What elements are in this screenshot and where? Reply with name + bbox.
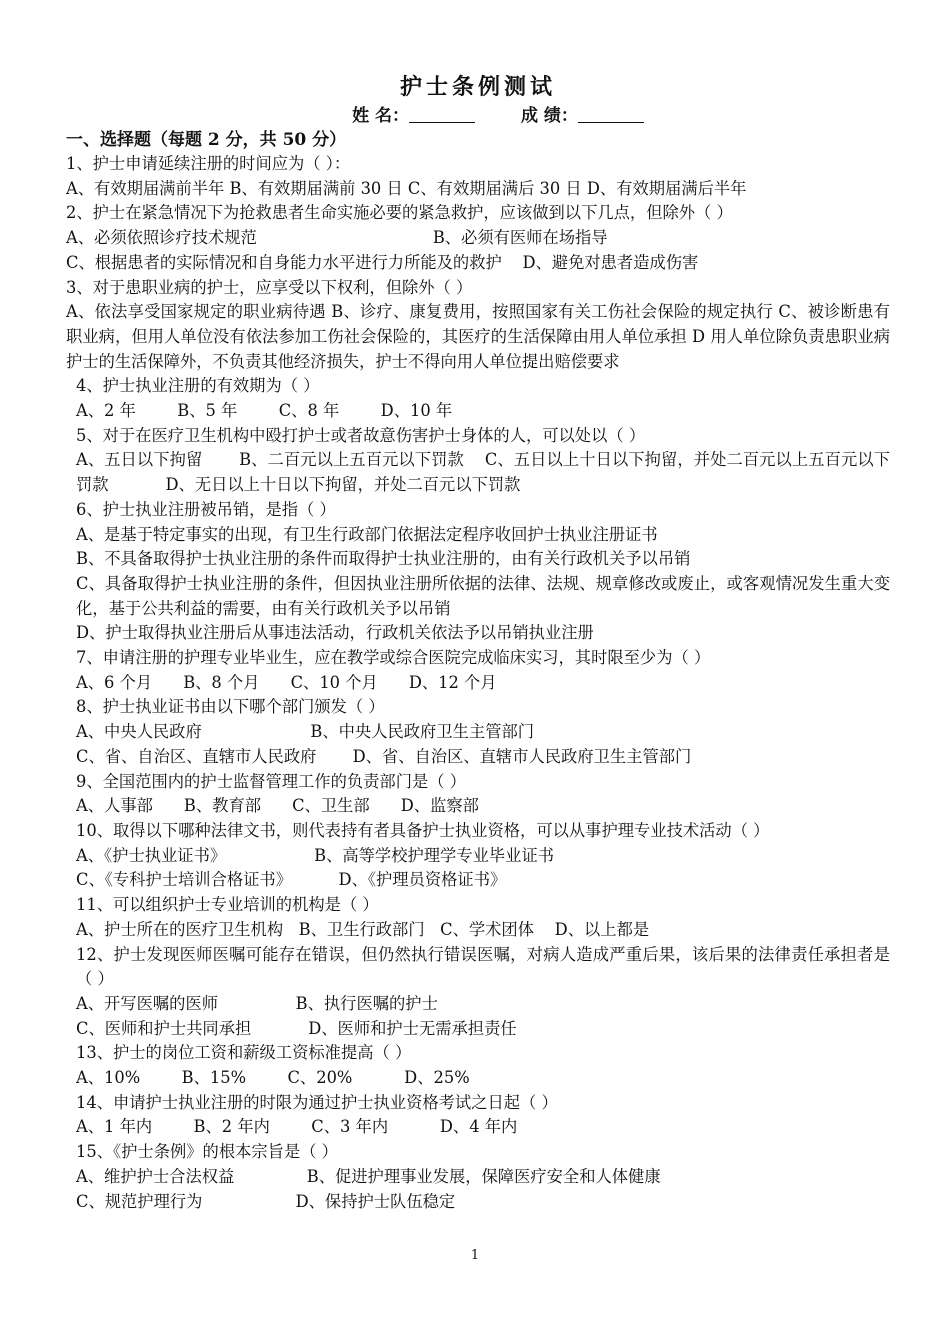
option-line: A、有效期届满前半年 B、有效期届满前 30 日 C、有效期届满后 30 日 D、有效期届满后半年	[66, 178, 747, 198]
option-line: A、是基于特定事实的出现，有卫生行政部门依据法定程序收回护士执业注册证书	[76, 524, 658, 544]
question-line: 7、申请注册的护理专业毕业生，应在教学或综合医院完成临床实习，其时限至少为（ ）	[76, 648, 711, 668]
option-line: C、具备取得护士执业注册的条件，但因执业注册所依据的法律、法规、规章修改或废止，或客观情况发生重大变化，基于公共利益的需要，由有关行政机关予以吊销	[76, 573, 890, 618]
question-line: 10、取得以下哪种法律文书，则代表持有者具备护士执业资格，可以从事护理专业技术活动（ ）	[76, 820, 770, 840]
question-line: 12、护士发现医师医嘱可能存在错误，但仍然执行错误医嘱，对病人造成严重后果，该后果的法律责任承担者是（ ）	[76, 944, 890, 989]
option-line: A、开写医嘱的医师 B、执行医嘱的护士	[76, 993, 438, 1013]
option-line: A、1 年内 B、2 年内 C、3 年内 D、4 年内	[76, 1117, 518, 1137]
question-line: 5、对于在医疗卫生机构中殴打护士或者故意伤害护士身体的人，可以处以（ ）	[76, 425, 646, 445]
option-line: A、2 年 B、5 年 C、8 年 D、10 年	[76, 401, 453, 421]
option-line: C、规范护理行为 D、保持护士队伍稳定	[76, 1191, 456, 1211]
question-line: 11、可以组织护士专业培训的机构是（ ）	[76, 895, 379, 915]
option-line: C、《专科护士培训合格证书》 D、《护理员资格证书》	[76, 870, 507, 890]
question-line: 4、护士执业注册的有效期为（ ）	[76, 376, 320, 396]
name-label: 姓 名：	[352, 106, 410, 126]
option-line: A、《护士执业证书》 B、高等学校护理学专业毕业证书	[76, 845, 555, 865]
question-line: 15、《护士条例》的根本宗旨是（ ）	[76, 1142, 338, 1162]
option-line: A、6 个月 B、8 个月 C、10 个月 D、12 个月	[76, 672, 497, 692]
option-line: A、10% B、15% C、20% D、25%	[76, 1068, 470, 1088]
question-line: 1、护士申请延续注册的时间应为（ ）：	[66, 154, 351, 173]
option-line: A、护士所在的医疗卫生机构 B、卫生行政部门 C、学术团体 D、以上都是	[76, 919, 650, 939]
question-line: 13、护士的岗位工资和薪级工资标准提高（ ）	[76, 1043, 412, 1063]
option-line: A、必须依照诊疗技术规范 B、必须有医师在场指导	[66, 228, 608, 248]
question-line: 3、对于患职业病的护士，应享受以下权利，但除外（ ）	[66, 277, 473, 297]
option-line: C、医师和护士共同承担 D、医师和护士无需承担责任	[76, 1018, 517, 1038]
option-line: B、不具备取得护士执业注册的条件而取得护士执业注册的，由有关行政机关予以吊销	[76, 549, 691, 569]
name-score-bar	[66, 104, 890, 128]
question-line: 9、全国范围内的护士监督管理工作的负责部门是（ ）	[76, 771, 467, 791]
option-line: C、省、自治区、直辖市人民政府 D、省、自治区、直辖市人民政府卫生主管部门	[76, 746, 692, 766]
document-page	[66, 70, 890, 1214]
option-line: A、人事部 B、教育部 C、卫生部 D、监察部	[76, 796, 479, 816]
question-list	[66, 152, 890, 1214]
name-blank[interactable]	[409, 106, 475, 123]
option-line: A、中央人民政府 B、中央人民政府卫生主管部门	[76, 722, 535, 742]
question-line: 8、护士执业证书由以下哪个部门颁发（ ）	[76, 697, 385, 717]
score-blank[interactable]	[578, 106, 644, 123]
question-line: 14、申请护士执业注册的时限为通过护士执业资格考试之日起（ ）	[76, 1092, 558, 1112]
question-line: 6、护士执业注册被吊销，是指（ ）	[76, 499, 336, 519]
option-line: C、根据患者的实际情况和自身能力水平进行力所能及的救护 D、避免对患者造成伤害	[66, 252, 699, 272]
score-label: 成 绩：	[520, 106, 578, 126]
page-title: 护士条例测试	[399, 74, 556, 100]
question-line: 2、护士在紧急情况下为抢救患者生命实施必要的紧急救护，应该做到以下几点，但除外（ ）	[66, 203, 733, 223]
option-line: A、依法享受国家规定的职业病待遇 B、诊疗、康复费用，按照国家有关工伤社会保险的规定执行 C、被诊断患有职业病，但用人单位没有依法参加工伤社会保险的，其医疗的生活保障由用人单位承担 D 用人单位除负责患职业病护士的生活保障外，不负责其他经济损失，护士不得向用人单位提出赔偿要求	[66, 302, 890, 371]
section-title: 一、选择题（每题 2 分，共 50 分）	[66, 130, 347, 150]
option-line: A、五日以下拘留 B、二百元以上五百元以下罚款 C、五日以上十日以下拘留，并处二百元以上五百元以下罚款 D、无日以上十日以下拘留，并处二百元以下罚款	[76, 450, 890, 495]
page-number: 1	[470, 1248, 480, 1263]
option-line: A、维护护士合法权益 B、促进护理事业发展，保障医疗安全和人体健康	[76, 1166, 661, 1186]
option-line: D、护士取得执业注册后从事违法活动，行政机关依法予以吊销执业注册	[76, 623, 594, 643]
